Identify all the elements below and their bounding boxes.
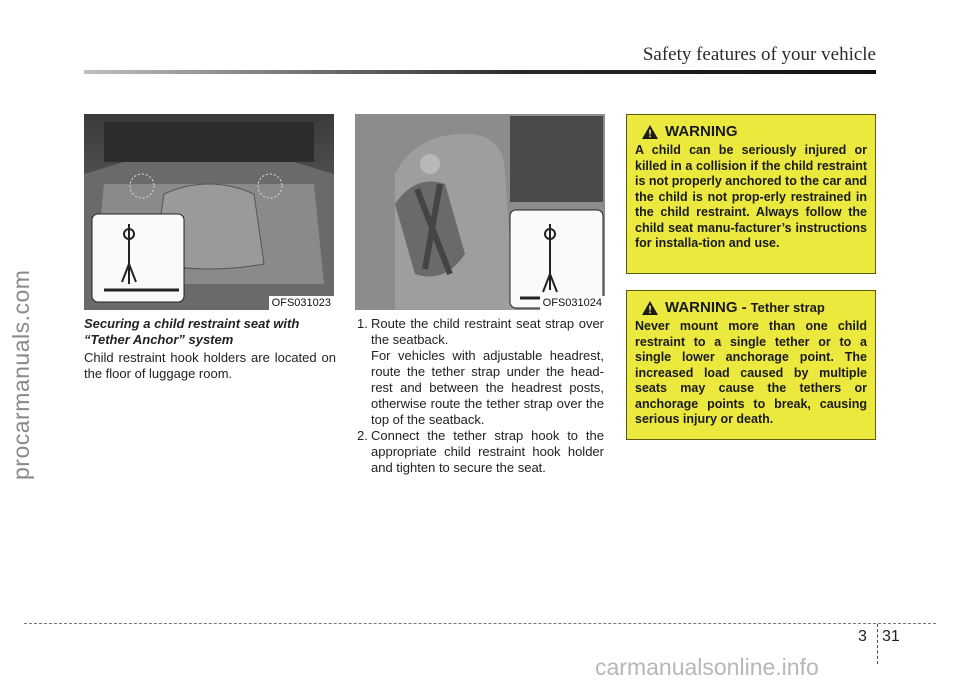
side-watermark: procarmanuals.com [8, 269, 34, 480]
step-number: 2. [357, 428, 368, 443]
warning-body: Never mount more than one child restraint to a single tether or to a single lower anchorage point. The increased load caused by multiple seats may cause the tethers or anchorage points to break, causing serious injury or death. [635, 319, 867, 426]
warning-title: WARNING - [665, 299, 747, 316]
figure-caption: OFS031024 [540, 296, 605, 310]
sub-heading-line: Securing a child restraint seat with [84, 316, 300, 331]
luggage-room-illustration [84, 114, 334, 310]
step-note: For vehicles with adjustable headrest, route the tether strap under the head-rest and between the headrest posts, otherwise route the tether strap over the top of the seatback. [371, 348, 604, 427]
instruction-steps [357, 316, 604, 476]
warning-box [626, 114, 876, 274]
page-number: 31 [882, 628, 900, 645]
figure-child-seat [355, 114, 605, 310]
warning-header [641, 299, 867, 316]
warning-triangle-icon [641, 300, 659, 316]
footer-rule [24, 623, 936, 624]
warning-box [626, 290, 876, 440]
body-paragraph: Child restraint hook holders are located on the floor of luggage room. [84, 350, 336, 381]
step-text: Connect the tether strap hook to the appropriate child restraint hook holder and tighten to secure the seat. [371, 428, 604, 475]
bottom-watermark: carmanualsonline.info [595, 654, 819, 680]
step-item [357, 316, 604, 348]
sub-heading [84, 316, 336, 348]
warning-title: WARNING [665, 123, 738, 140]
section-title: Safety features of your vehicle [642, 44, 876, 65]
header-rule [84, 70, 876, 74]
figure-caption: OFS031023 [269, 296, 334, 310]
warning-header [641, 123, 867, 140]
step-item [357, 428, 604, 476]
child-seat-illustration [355, 114, 605, 310]
warning-body: A child can be seriously injured or killed in a collision if the child restraint is not properly anchored to the car and the child is not prop-erly restrained in the child restraint. Always follow the child seat manu-facturer’s instructions for installa-tion and use. [635, 143, 867, 250]
figure-luggage-room [84, 114, 334, 310]
footer-divider [877, 624, 878, 664]
sub-heading-line: “Tether Anchor” system [84, 332, 234, 347]
warning-subtitle: Tether strap [750, 300, 825, 315]
step-text: Route the child restraint seat strap over the seatback. [371, 316, 604, 347]
warning-triangle-icon [641, 124, 659, 140]
step-number: 1. [357, 316, 368, 331]
chapter-number: 3 [858, 628, 867, 645]
